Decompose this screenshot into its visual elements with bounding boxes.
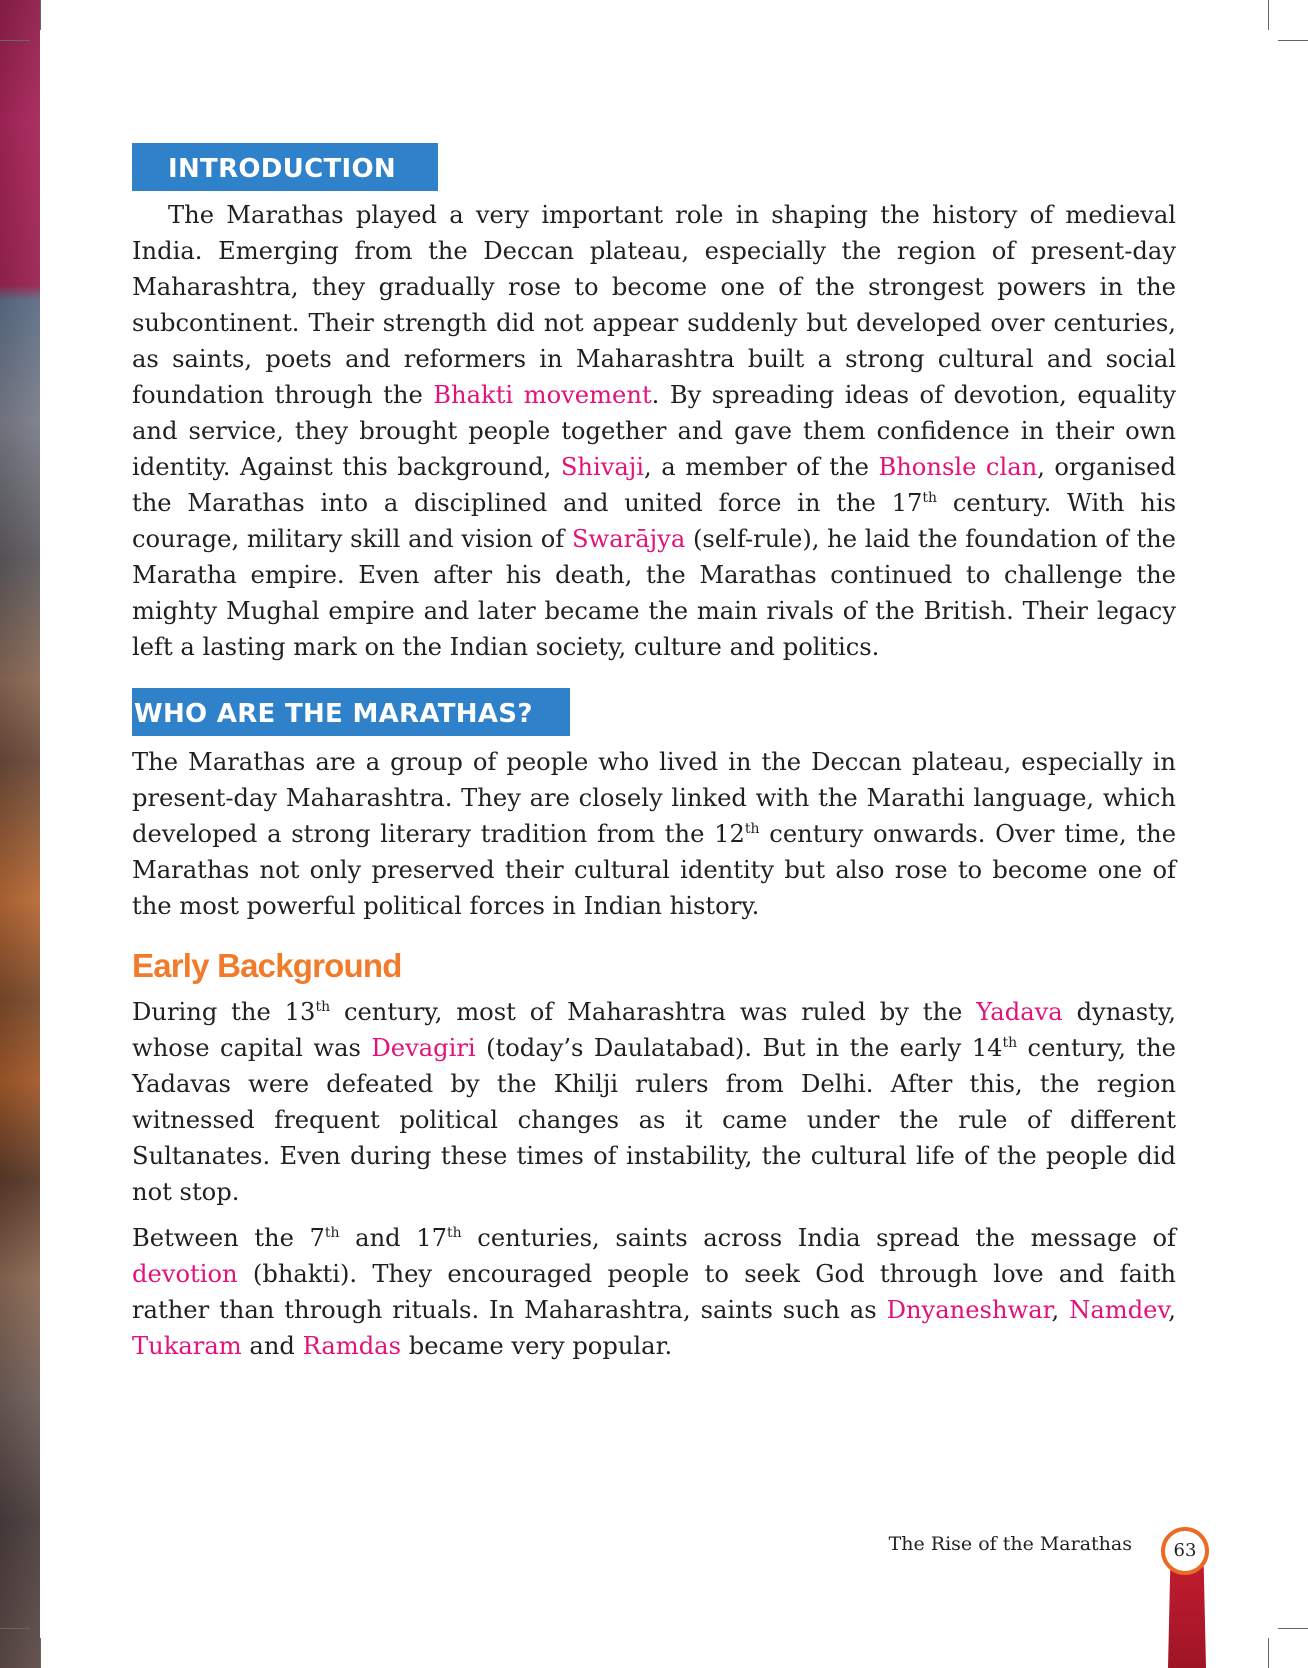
superscript: th bbox=[744, 820, 760, 837]
text-run: , organised the Marathas into a disciplined and united force in the 17 bbox=[132, 453, 1176, 517]
who-are-marathas-paragraph bbox=[132, 744, 1176, 924]
who-are-marathas-heading: WHO ARE THE MARATHAS? bbox=[132, 688, 570, 736]
introduction-paragraph bbox=[132, 197, 1176, 665]
superscript: th bbox=[315, 998, 331, 1015]
crop-mark bbox=[40, 0, 41, 30]
text-run: and 17 bbox=[339, 1224, 448, 1252]
side-strip-shade bbox=[0, 0, 40, 1668]
text-run: centuries, saints across India spread the message of bbox=[461, 1224, 1176, 1252]
superscript: th bbox=[324, 1224, 340, 1241]
superscript: th bbox=[447, 1224, 462, 1241]
crop-mark bbox=[1278, 40, 1308, 41]
text-run: , bbox=[1051, 1296, 1070, 1324]
page-ribbon bbox=[1168, 1566, 1206, 1668]
text-run: During the 13 bbox=[132, 998, 316, 1026]
keyword-namdev: Namdev bbox=[1069, 1296, 1169, 1324]
superscript: th bbox=[922, 489, 938, 506]
keyword-tukaram: Tukaram bbox=[132, 1332, 242, 1360]
text-run: became very popular. bbox=[401, 1332, 673, 1360]
text-run: and bbox=[241, 1332, 303, 1360]
text-run: century, most of Maharashtra was ruled by the bbox=[330, 998, 977, 1026]
introduction-heading: INTRODUCTION bbox=[132, 143, 438, 191]
crop-mark bbox=[1278, 1628, 1308, 1629]
text-run: Between the 7 bbox=[132, 1224, 325, 1252]
crop-mark bbox=[0, 1628, 30, 1629]
keyword-devotion: devotion bbox=[132, 1260, 238, 1288]
text-run: , a member of the bbox=[644, 453, 879, 481]
text-run: (today’s Daulatabad). But in the early 14 bbox=[475, 1034, 1003, 1062]
early-background-paragraph-2 bbox=[132, 1220, 1176, 1364]
early-background-heading: Early Background bbox=[132, 947, 402, 984]
keyword-shivaji: Shivaji bbox=[560, 453, 645, 481]
text-run: century onwards. Over time, the Marathas not only preserved their cultural identity but also rose to become one of the most powerful political forces in Indian history. bbox=[132, 820, 1177, 920]
text-run: The Marathas are a group of people who lived in the Deccan plateau, especially in present-day Maharashtra. They are closely linked with the Marathi language, which developed a strong literary tradition from the 12 bbox=[132, 748, 1176, 848]
text-run: (self-rule), he laid the foundation of the Maratha empire. Even after his death, the Marathas continued to challenge the mighty Mughal empire and later became the main rivals of the British. Their legacy left a lasting mark on the Indian society, culture and politics. bbox=[132, 525, 1176, 661]
text-run: century, the Yadavas were defeated by the Khilji rulers from Delhi. After this, the region witnessed frequent political changes as it came under the rule of different Sultanates. Even during these times of instability, the cultural life of the people did not stop. bbox=[132, 1034, 1176, 1206]
crop-mark bbox=[1268, 1638, 1269, 1668]
page-number-badge: 63 bbox=[1161, 1527, 1209, 1575]
keyword-dnyaneshwar: Dnyaneshwar bbox=[886, 1296, 1052, 1324]
keyword-yadava: Yadava bbox=[976, 998, 1063, 1026]
keyword-swarajya: Swarājya bbox=[571, 525, 686, 553]
text-run: . By spreading ideas of devotion, equality and service, they brought people together and gave them confidence in their own identity. Against this background, bbox=[132, 381, 1176, 481]
keyword-devagiri: Devagiri bbox=[371, 1034, 476, 1062]
text-run: , bbox=[1168, 1296, 1176, 1324]
superscript: th bbox=[1002, 1034, 1018, 1051]
text-run: (bhakti). They encouraged people to seek God through love and faith rather than through rituals. In Maharashtra, saints such as bbox=[132, 1260, 1176, 1324]
text-run: dynasty, whose capital was bbox=[132, 998, 1176, 1062]
keyword-bhonsle-clan: Bhonsle clan bbox=[878, 453, 1038, 481]
text-run: century. With his courage, military skill and vision of bbox=[132, 489, 1177, 553]
keyword-ramdas: Ramdas bbox=[302, 1332, 402, 1360]
text-run: The Marathas played a very important role in shaping the history of medieval India. Emerging from the Deccan plateau, especially the region of present-day Maharashtra, they gradually rose to become one of the strongest powers in the subcontinent. Their strength did not appear suddenly but developed over centuries, as saints, poets and reformers in Maharashtra built a strong cultural and social foundation through the bbox=[132, 201, 1176, 409]
chapter-title-footer: The Rise of the Marathas bbox=[888, 1533, 1132, 1555]
decorative-side-strip bbox=[0, 0, 40, 1668]
crop-mark bbox=[1268, 0, 1269, 30]
crop-mark bbox=[40, 1638, 41, 1668]
early-background-paragraph-1 bbox=[132, 994, 1176, 1210]
crop-mark bbox=[0, 40, 30, 41]
keyword-bhakti-movement: Bhakti movement bbox=[433, 381, 652, 409]
main-content bbox=[132, 143, 1176, 1364]
